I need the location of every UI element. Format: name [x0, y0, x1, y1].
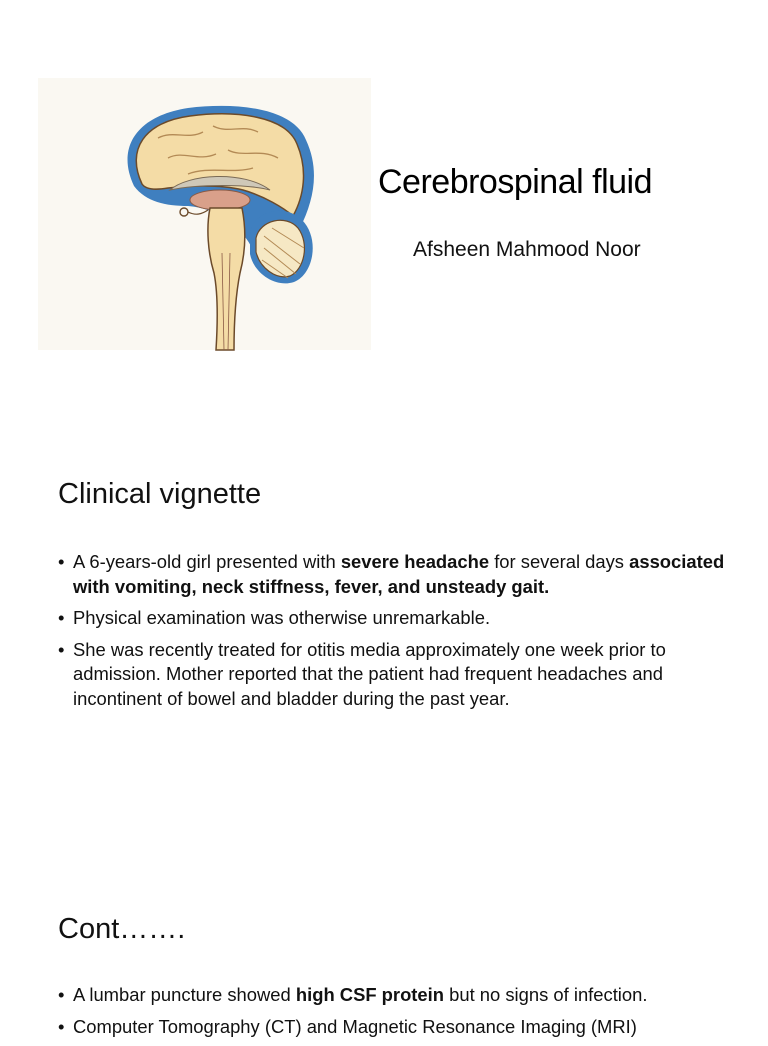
bullet-emphasis: high CSF protein [295, 984, 445, 1005]
list-item [58, 983, 738, 1008]
list-item [58, 550, 738, 599]
bullet-text: but no signs of infection. [444, 984, 648, 1005]
bullet-text: She was recently treated for otitis media approximately one week prior to admission. Mother reported that the patient had frequent headaches and incontinent of bowel and bladder during the past year. [73, 638, 666, 709]
bullet-text: A 6-years-old girl presented with [73, 551, 341, 572]
bullet-emphasis: severe headache [340, 551, 490, 572]
slide-clinical-vignette [0, 430, 768, 870]
list-item [58, 638, 738, 712]
brain-sagittal-icon [38, 78, 371, 350]
slide-continued [0, 880, 768, 1037]
brain-illustration [38, 78, 371, 350]
slide-heading: Clinical vignette [58, 478, 262, 510]
slide-heading: Cont……. [58, 913, 186, 945]
presentation-title: Cerebrospinal fluid [378, 163, 652, 201]
bullet-text: for several days [489, 551, 630, 572]
bullet-text: Computer Tomography (CT) and Magnetic Resonance Imaging (MRI) [73, 1015, 637, 1037]
bullet-list [58, 550, 738, 718]
list-item [58, 1015, 738, 1040]
bullet-emphasis: associated with vomiting, neck stiffness, fever, and unsteady gait. [73, 551, 725, 597]
bullet-list [58, 983, 738, 1046]
bullet-text: A lumbar puncture showed [73, 984, 296, 1005]
slide-title [0, 0, 768, 410]
bullet-text: Physical examination was otherwise unremarkable. [73, 607, 491, 628]
author-name: Afsheen Mahmood Noor [413, 238, 641, 261]
list-item [58, 606, 738, 631]
